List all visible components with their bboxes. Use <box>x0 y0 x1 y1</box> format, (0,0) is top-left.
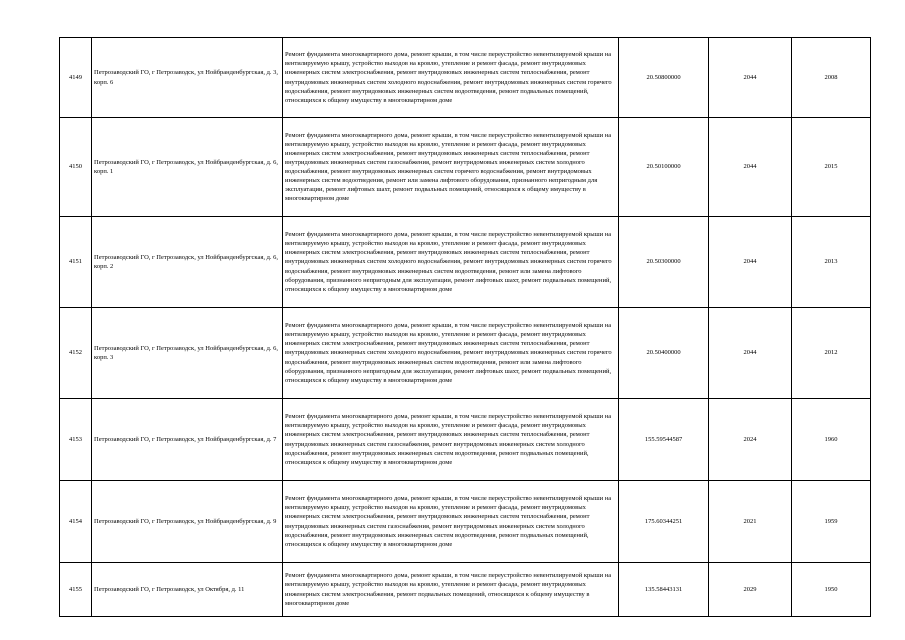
year-cell: 2044 <box>709 308 792 399</box>
address-cell: Петрозаводский ГО, г Петрозаводск, ул Нойбранденбургская, д. 7 <box>92 399 283 481</box>
capital-repair-table <box>59 37 871 617</box>
table-row <box>60 118 871 217</box>
address-cell: Петрозаводский ГО, г Петрозаводск, ул Нойбранденбургская, д. 6, корп. 2 <box>92 217 283 308</box>
row-number: 4154 <box>60 481 92 563</box>
table-row <box>60 217 871 308</box>
year-cell: 2044 <box>709 118 792 217</box>
address-cell: Петрозаводский ГО, г Петрозаводск, ул Октября, д. 11 <box>92 563 283 617</box>
row-number: 4151 <box>60 217 92 308</box>
cost-cell: 155.59544587 <box>619 399 709 481</box>
cost-cell: 175.60344251 <box>619 481 709 563</box>
cost-cell: 20.50100000 <box>619 118 709 217</box>
year-cell: 2021 <box>709 481 792 563</box>
table-row <box>60 308 871 399</box>
address-cell: Петрозаводский ГО, г Петрозаводск, ул Нойбранденбургская, д. 9 <box>92 481 283 563</box>
address-cell: Петрозаводский ГО, г Петрозаводск, ул Нойбранденбургская, д. 6, корп. 3 <box>92 308 283 399</box>
works-cell: Ремонт фундамента многоквартирного дома, ремонт крыши, в том числе переустройство невентилируемой крыши на вентилируемую крышу, устройство выходов на кровлю, утепление и ремонт фасада, ремонт внутридомовых инженерных систем электроснабжения, ремонт внутридомовых инженерных систем теплоснабжения, ремонт внутридомовых инженерных систем холодного водоснабжения, ремонт внутридомовых инженерных систем горячего водоснабжения, ремонт внутридомовых инженерных систем водоотведения, ремонт или замена лифтового оборудования, признанного непригодным для эксплуатации, ремонт лифтовых шахт, ремонт подвальных помещений, относящихся к общему имуществу в многоквартирном доме <box>283 217 619 308</box>
cost-cell: 20.50300000 <box>619 217 709 308</box>
built-year-cell: 2008 <box>792 38 871 118</box>
works-cell: Ремонт фундамента многоквартирного дома, ремонт крыши, в том числе переустройство невентилируемой крыши на вентилируемую крышу, устройство выходов на кровлю, утепление и ремонт фасада, ремонт внутридомовых инженерных систем электроснабжения, ремонт подвальных помещений, относящихся к общему имуществу в многоквартирном доме <box>283 563 619 617</box>
year-cell: 2044 <box>709 38 792 118</box>
row-number: 4150 <box>60 118 92 217</box>
built-year-cell: 1959 <box>792 481 871 563</box>
year-cell: 2024 <box>709 399 792 481</box>
built-year-cell: 1950 <box>792 563 871 617</box>
built-year-cell: 2012 <box>792 308 871 399</box>
works-cell: Ремонт фундамента многоквартирного дома, ремонт крыши, в том числе переустройство невентилируемой крыши на вентилируемую крышу, устройство выходов на кровлю, утепление и ремонт фасада, ремонт внутридомовых инженерных систем электроснабжения, ремонт внутридомовых инженерных систем теплоснабжения, ремонт внутридомовых инженерных систем газоснабжения, ремонт внутридомовых инженерных систем холодного водоснабжения, ремонт внутридомовых инженерных систем водоотведения, ремонт подвальных помещений, относящихся к общему имуществу в многоквартирном доме <box>283 481 619 563</box>
row-number: 4149 <box>60 38 92 118</box>
row-number: 4155 <box>60 563 92 617</box>
table-row <box>60 399 871 481</box>
row-number: 4153 <box>60 399 92 481</box>
table-row <box>60 38 871 118</box>
works-cell: Ремонт фундамента многоквартирного дома, ремонт крыши, в том числе переустройство невентилируемой крыши на вентилируемую крышу, устройство выходов на кровлю, утепление и ремонт фасада, ремонт внутридомовых инженерных систем электроснабжения, ремонт внутридомовых инженерных систем теплоснабжения, ремонт внутридомовых инженерных систем холодного водоснабжения, ремонт внутридомовых инженерных систем горячего водоснабжения, ремонт внутридомовых инженерных систем водоотведения, ремонт подвальных помещений, относящихся к общему имуществу в многоквартирном доме <box>283 38 619 118</box>
table-row <box>60 563 871 617</box>
table-row <box>60 481 871 563</box>
built-year-cell: 1960 <box>792 399 871 481</box>
built-year-cell: 2013 <box>792 217 871 308</box>
address-cell: Петрозаводский ГО, г Петрозаводск, ул Нойбранденбургская, д. 6, корп. 1 <box>92 118 283 217</box>
address-cell: Петрозаводский ГО, г Петрозаводск, ул Нойбранденбургская, д. 3, корп. 6 <box>92 38 283 118</box>
cost-cell: 20.50400000 <box>619 308 709 399</box>
works-cell: Ремонт фундамента многоквартирного дома, ремонт крыши, в том числе переустройство невентилируемой крыши на вентилируемую крышу, устройство выходов на кровлю, утепление и ремонт фасада, ремонт внутридомовых инженерных систем электроснабжения, ремонт внутридомовых инженерных систем теплоснабжения, ремонт внутридомовых инженерных систем холодного водоснабжения, ремонт внутридомовых инженерных систем горячего водоснабжения, ремонт внутридомовых инженерных систем водоотведения, ремонт или замена лифтового оборудования, признанного непригодным для эксплуатации, ремонт лифтовых шахт, ремонт подвальных помещений, относящихся к общему имуществу в многоквартирном доме <box>283 308 619 399</box>
cost-cell: 20.50800000 <box>619 38 709 118</box>
built-year-cell: 2015 <box>792 118 871 217</box>
cost-cell: 135.58443131 <box>619 563 709 617</box>
row-number: 4152 <box>60 308 92 399</box>
works-cell: Ремонт фундамента многоквартирного дома, ремонт крыши, в том числе переустройство невентилируемой крыши на вентилируемую крышу, устройство выходов на кровлю, утепление и ремонт фасада, ремонт внутридомовых инженерных систем электроснабжения, ремонт внутридомовых инженерных систем теплоснабжения, ремонт внутридомовых инженерных систем газоснабжения, ремонт внутридомовых инженерных систем холодного водоснабжения, ремонт внутридомовых инженерных систем горячего водоснабжения, ремонт внутридомовых инженерных систем водоотведения, ремонт или замена лифтового оборудования, признанного непригодным для эксплуатации, ремонт лифтовых шахт, ремонт подвальных помещений, относящихся к общему имуществу в многоквартирном доме <box>283 118 619 217</box>
year-cell: 2029 <box>709 563 792 617</box>
works-cell: Ремонт фундамента многоквартирного дома, ремонт крыши, в том числе переустройство невентилируемой крыши на вентилируемую крышу, устройство выходов на кровлю, утепление и ремонт фасада, ремонт внутридомовых инженерных систем электроснабжения, ремонт внутридомовых инженерных систем теплоснабжения, ремонт внутридомовых инженерных систем газоснабжения, ремонт внутридомовых инженерных систем холодного водоснабжения, ремонт внутридомовых инженерных систем водоотведения, ремонт подвальных помещений, относящихся к общему имуществу в многоквартирном доме <box>283 399 619 481</box>
year-cell: 2044 <box>709 217 792 308</box>
